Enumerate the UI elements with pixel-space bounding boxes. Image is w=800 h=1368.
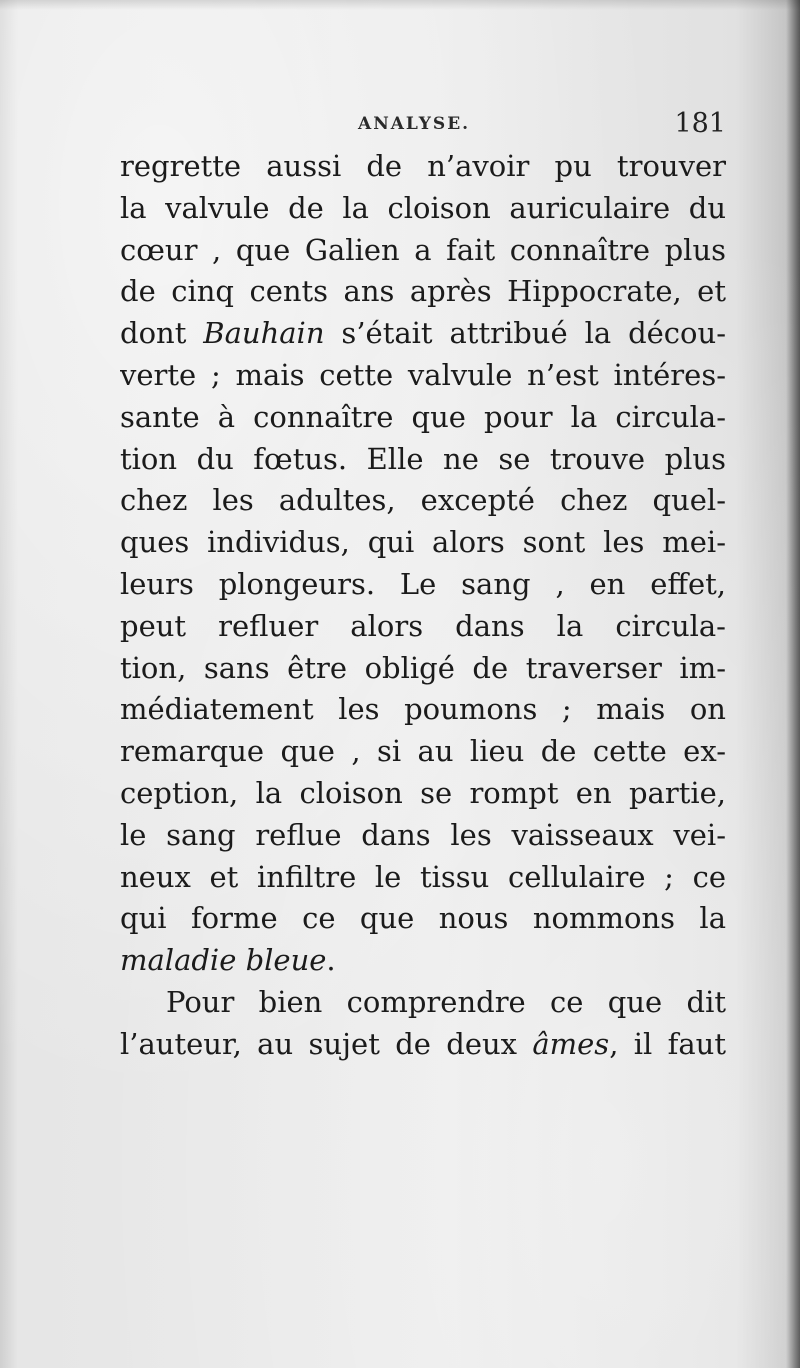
- text-line: [120, 940, 726, 982]
- page-number: 181: [674, 108, 726, 139]
- text-line: sante à connaître que pour la circula-: [120, 399, 726, 434]
- page-top-shadow: [0, 0, 800, 10]
- text-line: de cinq cents ans après Hippocrate, et: [120, 274, 726, 309]
- paragraph-start-line: Pour bien comprendre ce que dit: [166, 984, 726, 1019]
- text-line: tion, sans être obligé de traverser im-: [120, 650, 726, 685]
- text-segment: .: [326, 943, 336, 978]
- running-title: ANALYSE.: [358, 114, 471, 134]
- page-right-shadow: [786, 0, 800, 1368]
- text-line: neux et infiltre le tissu cellulaire ; ce: [120, 859, 726, 894]
- text-line: médiatement les poumons ; mais on: [120, 692, 726, 727]
- italic-name: Bauhain: [203, 316, 325, 351]
- italic-term: maladie bleue: [120, 943, 327, 978]
- italic-term: âmes: [532, 1026, 610, 1061]
- text-segment: , il faut: [609, 1026, 726, 1061]
- text-line: ques individus, qui alors sont les mei-: [120, 525, 726, 560]
- text-line: regrette aussi de n’avoir pu trouver: [120, 149, 726, 183]
- text-segment: dont: [120, 316, 204, 351]
- text-line: chez les adultes, excepté chez quel-: [120, 483, 726, 518]
- text-line: la valvule de la cloison auriculaire du: [120, 190, 726, 225]
- text-line: remarque que , si au lieu de cette ex-: [120, 734, 726, 769]
- text-line: leurs plongeurs. Le sang , en effet,: [120, 566, 726, 601]
- text-line: cœur , que Galien a fait connaître plus: [120, 232, 726, 267]
- text-line: tion du fœtus. Elle ne se trouve plus: [120, 441, 726, 476]
- text-line: le sang reflue dans les vaisseaux vei-: [120, 817, 726, 852]
- text-segment: l’auteur, au sujet de deux: [120, 1026, 533, 1061]
- page-header: [120, 108, 726, 142]
- text-line: [120, 313, 726, 355]
- text-line: [120, 1024, 726, 1066]
- text-line: verte ; mais cette valvule n’est intéres-: [120, 357, 726, 392]
- body-text: [120, 146, 726, 1066]
- text-line: ception, la cloison se rompt en partie,: [120, 775, 726, 810]
- text-segment: s’était attribué la décou-: [324, 316, 726, 351]
- text-line: qui forme ce que nous nommons la: [120, 901, 726, 936]
- text-line: peut refluer alors dans la circula-: [120, 608, 726, 643]
